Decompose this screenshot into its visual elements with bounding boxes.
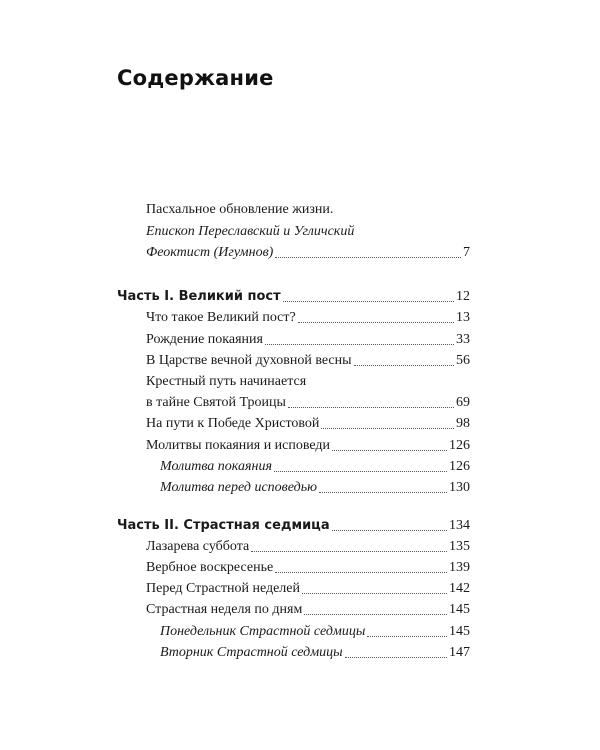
toc-entry[interactable] <box>146 353 470 369</box>
dot-leader <box>367 635 447 637</box>
toc-entry-label: Перед Страстной неделей <box>146 581 300 596</box>
toc-page-number: 7 <box>463 245 470 260</box>
toc-entry[interactable] <box>146 310 470 326</box>
toc-subentry[interactable] <box>160 645 470 661</box>
toc-entry-label: Молитва перед исповедью <box>160 480 317 495</box>
toc-entry-label: Что такое Великий пост? <box>146 310 296 325</box>
toc-entry-label: Понедельник Страстной седмицы <box>160 624 366 639</box>
toc-page-number: 126 <box>449 438 470 453</box>
toc-entry[interactable] <box>146 438 470 454</box>
toc-entry-label: Страстная неделя по дням <box>146 602 303 617</box>
toc-entry[interactable] <box>146 581 470 597</box>
toc-page-number: 135 <box>449 539 470 554</box>
dot-leader <box>304 613 447 615</box>
toc-page-number: 12 <box>456 289 470 304</box>
toc-entry[interactable] <box>146 539 470 555</box>
toc-page-number: 126 <box>449 459 470 474</box>
dot-leader <box>274 470 447 472</box>
toc-entry[interactable] <box>146 416 470 432</box>
toc-entry-label: в тайне Святой Троицы <box>146 395 286 410</box>
toc-entry-label-line1: Крестный путь начинается <box>146 374 307 389</box>
toc-entry[interactable] <box>146 560 470 576</box>
toc-intro-line2: Епископ Переславский и Угличский <box>146 224 355 239</box>
dot-leader <box>319 491 447 493</box>
dot-leader <box>345 656 447 658</box>
toc-entry-label: На пути к Победе Христовой <box>146 416 320 431</box>
dot-leader <box>321 427 454 429</box>
toc-page-number: 56 <box>456 353 470 368</box>
toc-entry[interactable] <box>146 332 470 348</box>
toc-page-number: 134 <box>449 518 470 533</box>
dot-leader <box>332 449 447 451</box>
dot-leader <box>275 256 461 258</box>
toc-entry-label: Лазарева суббота <box>146 539 250 554</box>
toc-entry-label: Вторник Страстной седмицы <box>160 645 343 660</box>
toc-entry[interactable] <box>146 395 470 411</box>
toc-page-number: 130 <box>449 480 470 495</box>
toc-entry-label: Рождение покаяния <box>146 332 263 347</box>
toc-page-number: 13 <box>456 310 470 325</box>
toc-entry-label: Молитвы покаяния и исповеди <box>146 438 331 453</box>
toc-entry-label: Феоктист (Игумнов) <box>146 245 274 260</box>
toc-intro-line1: Пасхальное обновление жизни. <box>146 202 334 217</box>
toc-page-number: 145 <box>449 602 470 617</box>
toc-subentry[interactable] <box>160 480 470 496</box>
toc-part-2[interactable] <box>117 518 470 534</box>
toc-page-number: 98 <box>456 416 470 431</box>
toc-page-number: 142 <box>449 581 470 596</box>
dot-leader <box>283 300 454 302</box>
part-title: Часть II. Страстная седмица <box>117 518 330 533</box>
page-title: Содержание <box>117 66 274 90</box>
toc-entry-intro[interactable] <box>146 245 470 261</box>
toc-page-number: 147 <box>449 645 470 660</box>
toc-subentry[interactable] <box>160 459 470 475</box>
toc-subentry[interactable] <box>160 624 470 640</box>
toc-entry[interactable] <box>146 602 470 618</box>
dot-leader <box>288 406 454 408</box>
dot-leader <box>332 529 447 531</box>
toc-entry-label: В Царстве вечной духовной весны <box>146 353 352 368</box>
dot-leader <box>251 550 447 552</box>
toc-entry-label: Молитва покаяния <box>160 459 272 474</box>
dot-leader <box>302 592 447 594</box>
toc-page-number: 69 <box>456 395 470 410</box>
toc-entry-label: Вербное воскресенье <box>146 560 274 575</box>
toc-part-1[interactable] <box>117 289 470 305</box>
toc-page-number: 139 <box>449 560 470 575</box>
dot-leader <box>265 343 454 345</box>
toc-page-number: 145 <box>449 624 470 639</box>
dot-leader <box>354 364 454 366</box>
toc-page-number: 33 <box>456 332 470 347</box>
part-title: Часть I. Великий пост <box>117 289 281 304</box>
dot-leader <box>298 321 454 323</box>
dot-leader <box>275 571 447 573</box>
